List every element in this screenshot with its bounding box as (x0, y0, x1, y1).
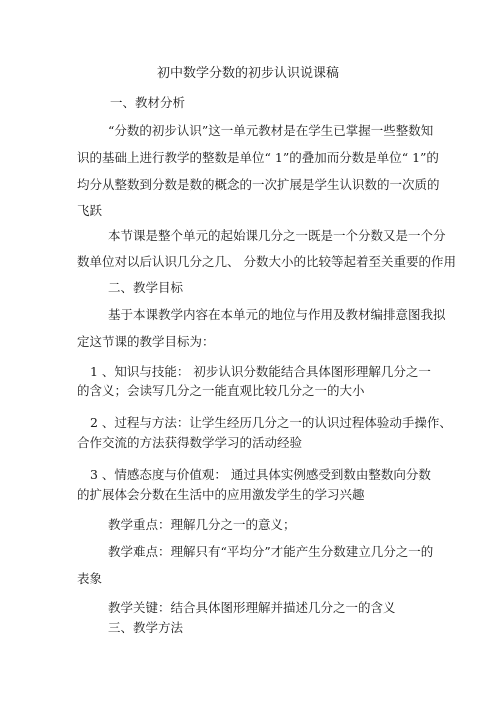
paragraph-line: 的含义；会读写几分之一能直观比较几分之一的大小 (77, 383, 365, 398)
paragraph-line: 识的基础上进行教学的整数是单位“ 1”的叠加而分数是单位“ 1”的 (77, 150, 439, 165)
document-title: 初中数学分数的初步认识说课稿 (157, 66, 340, 81)
teaching-key-point: 教学重点：理解几分之一的意义； (108, 517, 296, 532)
paragraph-line: 定这节课的教学目标为： (77, 334, 215, 349)
paragraph-line: “分数的初步认识”这一单元教材是在学生已掌握一些整数知 (108, 123, 434, 138)
teaching-difficulty: 教学难点：理解只有“平均分”才能产生分数建立几分之一的 (108, 544, 434, 559)
section-heading-goals: 二、教学目标 (108, 280, 184, 295)
paragraph-line: 表象 (77, 571, 103, 586)
paragraph-line: 合作交流的方法获得数学学习的活动经验 (77, 435, 303, 450)
paragraph-line: 本节课是整个单元的起始课几分之一既是一个分数又是一个分 (108, 228, 446, 243)
paragraph-line: 飞跃 (77, 203, 103, 218)
goal-item-knowledge: 1 、知识与技能： 初步认识分数能结合具体图形理解几分之一 (90, 364, 431, 379)
goal-item-emotion: 3 、情感态度与价值观： 通过具体实例感受到数由整数向分数 (90, 467, 431, 482)
section-heading-methods: 三、教学方法 (108, 620, 184, 635)
paragraph-line: 的扩展体会分数在生活中的应用激发学生的学习兴趣 (77, 487, 365, 502)
paragraph-line: 均分从整数到分数是数的概念的一次扩展是学生认识数的一次质的 (77, 177, 440, 192)
paragraph-line: 数单位对以后认识几分之几、 分数大小的比较等起着至关重要的作用 (77, 254, 456, 269)
paragraph-line: 基于本课教学内容在本单元的地位与作用及教材编排意图我拟 (108, 307, 446, 322)
teaching-key: 教学关键：结合具体图形理解并描述几分之一的含义 (108, 600, 396, 615)
section-heading-materials: 一、教材分析 (110, 95, 186, 110)
goal-item-process: 2 、过程与方法：让学生经历几分之一的认识过程体验动手操作、 (90, 415, 452, 430)
